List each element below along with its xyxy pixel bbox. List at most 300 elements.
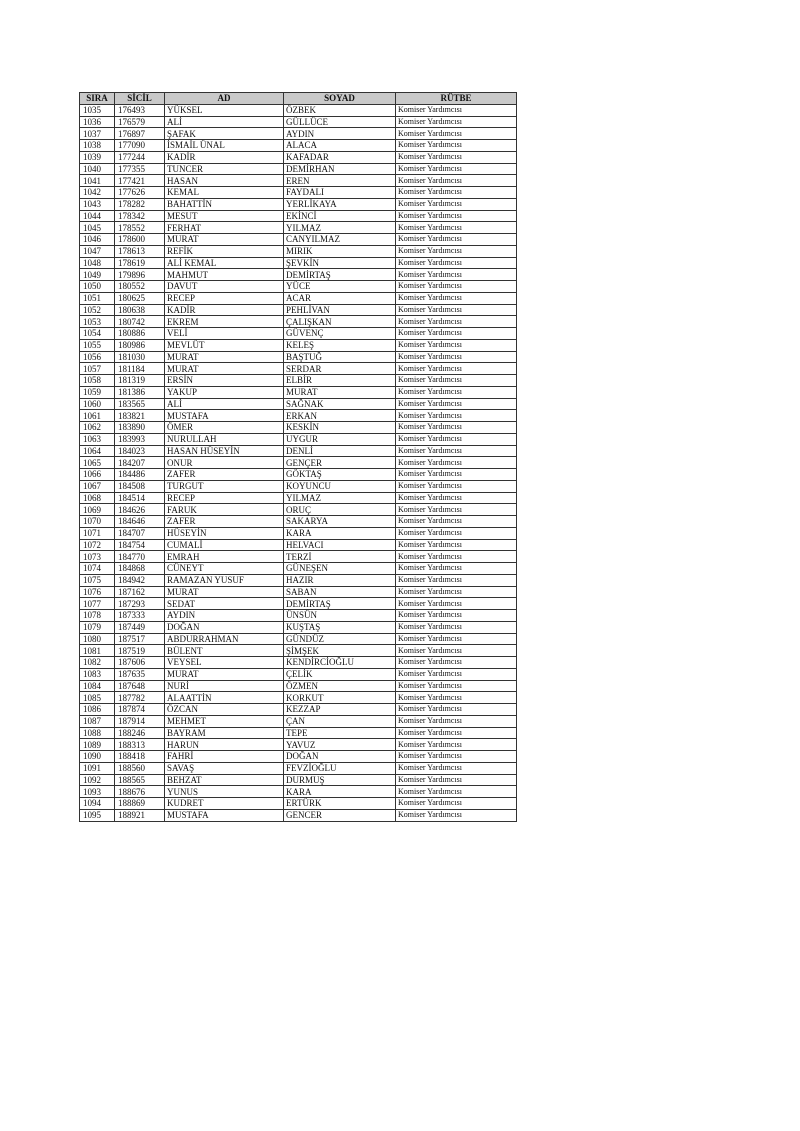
cell-rutbe: Komiser Yardımcısı <box>396 386 517 398</box>
cell-ad: ALİ <box>165 398 284 410</box>
cell-soyad: ÖZBEK <box>284 104 396 116</box>
cell-soyad: SABAN <box>284 586 396 598</box>
cell-ad: NURULLAH <box>165 433 284 445</box>
cell-soyad: KARA <box>284 786 396 798</box>
table-row <box>80 739 517 751</box>
table-row <box>80 433 517 445</box>
cell-sicil: 180552 <box>115 281 165 293</box>
cell-soyad: UYGUR <box>284 433 396 445</box>
cell-rutbe: Komiser Yardımcısı <box>396 586 517 598</box>
cell-sira: 1071 <box>80 527 115 539</box>
cell-sira: 1095 <box>80 809 115 821</box>
cell-ad: MESUT <box>165 210 284 222</box>
cell-sira: 1056 <box>80 351 115 363</box>
cell-soyad: ÜNSÜN <box>284 610 396 622</box>
cell-sira: 1036 <box>80 116 115 128</box>
cell-rutbe: Komiser Yardımcısı <box>396 762 517 774</box>
cell-ad: HÜSEYİN <box>165 527 284 539</box>
cell-rutbe: Komiser Yardımcısı <box>396 633 517 645</box>
cell-soyad: ERKAN <box>284 410 396 422</box>
cell-ad: BEHZAT <box>165 774 284 786</box>
table-header <box>80 93 517 105</box>
cell-sicil: 184023 <box>115 445 165 457</box>
cell-soyad: SERDAR <box>284 363 396 375</box>
cell-rutbe: Komiser Yardımcısı <box>396 469 517 481</box>
cell-soyad: KEZZAP <box>284 704 396 716</box>
cell-sira: 1092 <box>80 774 115 786</box>
table-row <box>80 551 517 563</box>
cell-rutbe: Komiser Yardımcısı <box>396 751 517 763</box>
table-row <box>80 680 517 692</box>
cell-rutbe: Komiser Yardımcısı <box>396 539 517 551</box>
header-sira: SIRA <box>80 93 115 105</box>
header-sicil: SİCİL <box>115 93 165 105</box>
cell-sira: 1094 <box>80 798 115 810</box>
cell-rutbe: Komiser Yardımcısı <box>396 574 517 586</box>
table-row <box>80 480 517 492</box>
cell-soyad: KARA <box>284 527 396 539</box>
cell-sicil: 181386 <box>115 386 165 398</box>
table-row <box>80 586 517 598</box>
cell-sicil: 180986 <box>115 339 165 351</box>
cell-ad: KEMAL <box>165 187 284 199</box>
cell-sira: 1072 <box>80 539 115 551</box>
cell-ad: ÖMER <box>165 422 284 434</box>
table-row <box>80 422 517 434</box>
cell-soyad: DEMİRHAN <box>284 163 396 175</box>
cell-soyad: ÇAN <box>284 715 396 727</box>
cell-sicil: 180638 <box>115 304 165 316</box>
cell-sira: 1090 <box>80 751 115 763</box>
cell-sicil: 181184 <box>115 363 165 375</box>
cell-soyad: ERTÜRK <box>284 798 396 810</box>
cell-soyad: AYDIN <box>284 128 396 140</box>
cell-sira: 1050 <box>80 281 115 293</box>
cell-sira: 1044 <box>80 210 115 222</box>
cell-soyad: ORUÇ <box>284 504 396 516</box>
cell-sicil: 187519 <box>115 645 165 657</box>
header-ad: AD <box>165 93 284 105</box>
cell-soyad: GÜVENÇ <box>284 328 396 340</box>
cell-soyad: KAFADAR <box>284 151 396 163</box>
cell-sira: 1062 <box>80 422 115 434</box>
table-row <box>80 175 517 187</box>
cell-sicil: 178613 <box>115 245 165 257</box>
cell-ad: AYDIN <box>165 610 284 622</box>
cell-ad: MURAT <box>165 234 284 246</box>
cell-sira: 1074 <box>80 563 115 575</box>
cell-rutbe: Komiser Yardımcısı <box>396 151 517 163</box>
cell-sira: 1089 <box>80 739 115 751</box>
cell-soyad: YÜCE <box>284 281 396 293</box>
cell-soyad: DEMİRTAŞ <box>284 269 396 281</box>
table-row <box>80 351 517 363</box>
table-row <box>80 798 517 810</box>
cell-sicil: 188418 <box>115 751 165 763</box>
cell-ad: YÜKSEL <box>165 104 284 116</box>
cell-soyad: DENLİ <box>284 445 396 457</box>
cell-ad: VELİ <box>165 328 284 340</box>
cell-rutbe: Komiser Yardımcısı <box>396 551 517 563</box>
cell-sicil: 184770 <box>115 551 165 563</box>
cell-sira: 1039 <box>80 151 115 163</box>
cell-ad: NURİ <box>165 680 284 692</box>
cell-sira: 1087 <box>80 715 115 727</box>
cell-rutbe: Komiser Yardımcısı <box>396 480 517 492</box>
cell-ad: MEHMET <box>165 715 284 727</box>
cell-rutbe: Komiser Yardımcısı <box>396 328 517 340</box>
cell-rutbe: Komiser Yardımcısı <box>396 598 517 610</box>
cell-soyad: DOĞAN <box>284 751 396 763</box>
table-row <box>80 398 517 410</box>
cell-ad: YAKUP <box>165 386 284 398</box>
cell-sicil: 187293 <box>115 598 165 610</box>
table-row <box>80 245 517 257</box>
cell-sicil: 183565 <box>115 398 165 410</box>
cell-sira: 1086 <box>80 704 115 716</box>
cell-sicil: 178619 <box>115 257 165 269</box>
cell-sicil: 184626 <box>115 504 165 516</box>
cell-sicil: 188869 <box>115 798 165 810</box>
cell-sicil: 177244 <box>115 151 165 163</box>
table-row <box>80 269 517 281</box>
cell-ad: HARUN <box>165 739 284 751</box>
cell-sicil: 178600 <box>115 234 165 246</box>
table-row <box>80 574 517 586</box>
cell-sira: 1047 <box>80 245 115 257</box>
cell-soyad: YERLİKAYA <box>284 198 396 210</box>
table-row <box>80 539 517 551</box>
cell-rutbe: Komiser Yardımcısı <box>396 187 517 199</box>
cell-sira: 1078 <box>80 610 115 622</box>
table-row <box>80 187 517 199</box>
cell-rutbe: Komiser Yardımcısı <box>396 104 517 116</box>
cell-ad: VEYSEL <box>165 657 284 669</box>
cell-rutbe: Komiser Yardımcısı <box>396 351 517 363</box>
personnel-table <box>79 92 517 822</box>
cell-ad: DAVUT <box>165 281 284 293</box>
cell-soyad: ÇELİK <box>284 668 396 680</box>
cell-sira: 1048 <box>80 257 115 269</box>
cell-rutbe: Komiser Yardımcısı <box>396 140 517 152</box>
cell-sira: 1059 <box>80 386 115 398</box>
cell-rutbe: Komiser Yardımcısı <box>396 375 517 387</box>
table-row <box>80 727 517 739</box>
cell-sira: 1035 <box>80 104 115 116</box>
cell-sira: 1069 <box>80 504 115 516</box>
cell-sira: 1054 <box>80 328 115 340</box>
cell-rutbe: Komiser Yardımcısı <box>396 433 517 445</box>
cell-ad: HASAN <box>165 175 284 187</box>
table-row <box>80 375 517 387</box>
cell-ad: FERHAT <box>165 222 284 234</box>
cell-sira: 1061 <box>80 410 115 422</box>
cell-soyad: YILMAZ <box>284 492 396 504</box>
table-row <box>80 692 517 704</box>
cell-rutbe: Komiser Yardımcısı <box>396 704 517 716</box>
cell-soyad: ACAR <box>284 292 396 304</box>
table-row <box>80 257 517 269</box>
cell-rutbe: Komiser Yardımcısı <box>396 198 517 210</box>
cell-rutbe: Komiser Yardımcısı <box>396 128 517 140</box>
cell-sicil: 187517 <box>115 633 165 645</box>
cell-ad: KADİR <box>165 151 284 163</box>
cell-sira: 1088 <box>80 727 115 739</box>
cell-rutbe: Komiser Yardımcısı <box>396 798 517 810</box>
cell-ad: REFİK <box>165 245 284 257</box>
cell-sira: 1080 <box>80 633 115 645</box>
table-row <box>80 598 517 610</box>
cell-rutbe: Komiser Yardımcısı <box>396 445 517 457</box>
cell-soyad: KENDİRCİOĞLU <box>284 657 396 669</box>
cell-sicil: 184514 <box>115 492 165 504</box>
cell-ad: İSMAİL ÜNAL <box>165 140 284 152</box>
cell-sira: 1052 <box>80 304 115 316</box>
cell-sira: 1084 <box>80 680 115 692</box>
cell-sicil: 181319 <box>115 375 165 387</box>
cell-rutbe: Komiser Yardımcısı <box>396 563 517 575</box>
cell-ad: ALAATTİN <box>165 692 284 704</box>
cell-sicil: 184868 <box>115 563 165 575</box>
cell-soyad: GENCER <box>284 809 396 821</box>
cell-sira: 1093 <box>80 786 115 798</box>
cell-sicil: 187606 <box>115 657 165 669</box>
cell-rutbe: Komiser Yardımcısı <box>396 410 517 422</box>
cell-ad: ABDURRAHMAN <box>165 633 284 645</box>
cell-ad: KADİR <box>165 304 284 316</box>
cell-sicil: 177421 <box>115 175 165 187</box>
cell-sicil: 187648 <box>115 680 165 692</box>
cell-soyad: ALACA <box>284 140 396 152</box>
cell-ad: BÜLENT <box>165 645 284 657</box>
cell-ad: FARUK <box>165 504 284 516</box>
cell-sira: 1060 <box>80 398 115 410</box>
cell-ad: BAHATTİN <box>165 198 284 210</box>
cell-ad: MURAT <box>165 668 284 680</box>
cell-rutbe: Komiser Yardımcısı <box>396 316 517 328</box>
table-row <box>80 774 517 786</box>
cell-sira: 1046 <box>80 234 115 246</box>
cell-rutbe: Komiser Yardımcısı <box>396 116 517 128</box>
cell-sira: 1037 <box>80 128 115 140</box>
cell-sicil: 187782 <box>115 692 165 704</box>
cell-sicil: 183890 <box>115 422 165 434</box>
cell-soyad: BAŞTUĞ <box>284 351 396 363</box>
cell-soyad: MURAT <box>284 386 396 398</box>
cell-sira: 1079 <box>80 621 115 633</box>
cell-rutbe: Komiser Yardımcısı <box>396 692 517 704</box>
cell-sicil: 178552 <box>115 222 165 234</box>
table-row <box>80 504 517 516</box>
cell-rutbe: Komiser Yardımcısı <box>396 269 517 281</box>
cell-soyad: KUŞTAŞ <box>284 621 396 633</box>
cell-soyad: GÜNEŞEN <box>284 563 396 575</box>
cell-rutbe: Komiser Yardımcısı <box>396 234 517 246</box>
cell-soyad: CANYILMAZ <box>284 234 396 246</box>
table-row <box>80 762 517 774</box>
cell-sicil: 187635 <box>115 668 165 680</box>
cell-sira: 1068 <box>80 492 115 504</box>
cell-sicil: 187874 <box>115 704 165 716</box>
cell-sicil: 180742 <box>115 316 165 328</box>
cell-ad: RECEP <box>165 292 284 304</box>
cell-sicil: 184707 <box>115 527 165 539</box>
table-row <box>80 657 517 669</box>
cell-soyad: ŞEVKİN <box>284 257 396 269</box>
cell-rutbe: Komiser Yardımcısı <box>396 457 517 469</box>
table-row <box>80 128 517 140</box>
cell-sira: 1077 <box>80 598 115 610</box>
cell-sicil: 180886 <box>115 328 165 340</box>
cell-ad: BAYRAM <box>165 727 284 739</box>
cell-soyad: YILMAZ <box>284 222 396 234</box>
table-row <box>80 633 517 645</box>
header-soyad: SOYAD <box>284 93 396 105</box>
table-body <box>80 104 517 821</box>
cell-ad: YUNUS <box>165 786 284 798</box>
cell-sicil: 184207 <box>115 457 165 469</box>
table-row <box>80 198 517 210</box>
cell-sira: 1076 <box>80 586 115 598</box>
cell-soyad: KELEŞ <box>284 339 396 351</box>
cell-sira: 1042 <box>80 187 115 199</box>
table-row <box>80 151 517 163</box>
cell-ad: ONUR <box>165 457 284 469</box>
cell-sicil: 176579 <box>115 116 165 128</box>
cell-rutbe: Komiser Yardımcısı <box>396 175 517 187</box>
cell-sicil: 176897 <box>115 128 165 140</box>
cell-sira: 1051 <box>80 292 115 304</box>
cell-rutbe: Komiser Yardımcısı <box>396 516 517 528</box>
cell-sicil: 188246 <box>115 727 165 739</box>
table-row <box>80 339 517 351</box>
cell-rutbe: Komiser Yardımcısı <box>396 245 517 257</box>
cell-sira: 1067 <box>80 480 115 492</box>
cell-rutbe: Komiser Yardımcısı <box>396 621 517 633</box>
cell-soyad: GÜLLÜCE <box>284 116 396 128</box>
cell-sicil: 187449 <box>115 621 165 633</box>
table-row <box>80 668 517 680</box>
cell-sicil: 180625 <box>115 292 165 304</box>
table-row <box>80 715 517 727</box>
cell-soyad: FAYDALI <box>284 187 396 199</box>
cell-soyad: DEMİRTAŞ <box>284 598 396 610</box>
cell-sicil: 181030 <box>115 351 165 363</box>
cell-ad: HASAN HÜSEYİN <box>165 445 284 457</box>
cell-ad: MURAT <box>165 586 284 598</box>
cell-ad: MUSTAFA <box>165 410 284 422</box>
cell-rutbe: Komiser Yardımcısı <box>396 257 517 269</box>
cell-soyad: ÖZMEN <box>284 680 396 692</box>
cell-rutbe: Komiser Yardımcısı <box>396 422 517 434</box>
cell-sira: 1041 <box>80 175 115 187</box>
cell-rutbe: Komiser Yardımcısı <box>396 727 517 739</box>
table-row <box>80 104 517 116</box>
table-row <box>80 210 517 222</box>
table-row <box>80 610 517 622</box>
cell-ad: EMRAH <box>165 551 284 563</box>
cell-sicil: 179896 <box>115 269 165 281</box>
cell-soyad: GÖKTAŞ <box>284 469 396 481</box>
table-row <box>80 563 517 575</box>
cell-ad: ZAFER <box>165 469 284 481</box>
table-row <box>80 621 517 633</box>
cell-sira: 1049 <box>80 269 115 281</box>
cell-ad: ÖZCAN <box>165 704 284 716</box>
table-row <box>80 281 517 293</box>
table-row <box>80 645 517 657</box>
cell-ad: SAVAŞ <box>165 762 284 774</box>
cell-ad: ŞAFAK <box>165 128 284 140</box>
table-row <box>80 786 517 798</box>
cell-ad: SEDAT <box>165 598 284 610</box>
cell-rutbe: Komiser Yardımcısı <box>396 809 517 821</box>
cell-ad: MURAT <box>165 351 284 363</box>
cell-sicil: 187333 <box>115 610 165 622</box>
cell-ad: MEVLÜT <box>165 339 284 351</box>
cell-soyad: ÇALIŞKAN <box>284 316 396 328</box>
cell-rutbe: Komiser Yardımcısı <box>396 163 517 175</box>
cell-sicil: 188676 <box>115 786 165 798</box>
cell-soyad: TERZİ <box>284 551 396 563</box>
cell-soyad: TEPE <box>284 727 396 739</box>
table-row <box>80 116 517 128</box>
cell-ad: CÜNEYT <box>165 563 284 575</box>
cell-soyad: KESKİN <box>284 422 396 434</box>
cell-sira: 1045 <box>80 222 115 234</box>
table-row <box>80 492 517 504</box>
cell-ad: ZAFER <box>165 516 284 528</box>
cell-ad: MAHMUT <box>165 269 284 281</box>
cell-soyad: FEVZİOĞLU <box>284 762 396 774</box>
cell-soyad: ŞİMŞEK <box>284 645 396 657</box>
cell-rutbe: Komiser Yardımcısı <box>396 680 517 692</box>
cell-sira: 1083 <box>80 668 115 680</box>
cell-sira: 1055 <box>80 339 115 351</box>
cell-rutbe: Komiser Yardımcısı <box>396 281 517 293</box>
cell-sicil: 183821 <box>115 410 165 422</box>
cell-sicil: 188560 <box>115 762 165 774</box>
cell-sira: 1040 <box>80 163 115 175</box>
cell-sicil: 178342 <box>115 210 165 222</box>
cell-sicil: 184486 <box>115 469 165 481</box>
cell-sira: 1063 <box>80 433 115 445</box>
cell-soyad: KOYUNCU <box>284 480 396 492</box>
cell-rutbe: Komiser Yardımcısı <box>396 339 517 351</box>
table-row <box>80 304 517 316</box>
table-row <box>80 328 517 340</box>
cell-sicil: 177355 <box>115 163 165 175</box>
cell-sicil: 184754 <box>115 539 165 551</box>
cell-sicil: 188313 <box>115 739 165 751</box>
table-row <box>80 445 517 457</box>
cell-soyad: SAKARYA <box>284 516 396 528</box>
cell-sicil: 177090 <box>115 140 165 152</box>
cell-ad: ALİ KEMAL <box>165 257 284 269</box>
cell-sicil: 187162 <box>115 586 165 598</box>
table-row <box>80 527 517 539</box>
cell-rutbe: Komiser Yardımcısı <box>396 222 517 234</box>
table-row <box>80 809 517 821</box>
cell-ad: CUMALİ <box>165 539 284 551</box>
table-row <box>80 163 517 175</box>
table-row <box>80 469 517 481</box>
cell-sira: 1066 <box>80 469 115 481</box>
cell-sira: 1065 <box>80 457 115 469</box>
cell-ad: RAMAZAN YUSUF <box>165 574 284 586</box>
cell-soyad: HAZIR <box>284 574 396 586</box>
cell-rutbe: Komiser Yardımcısı <box>396 304 517 316</box>
